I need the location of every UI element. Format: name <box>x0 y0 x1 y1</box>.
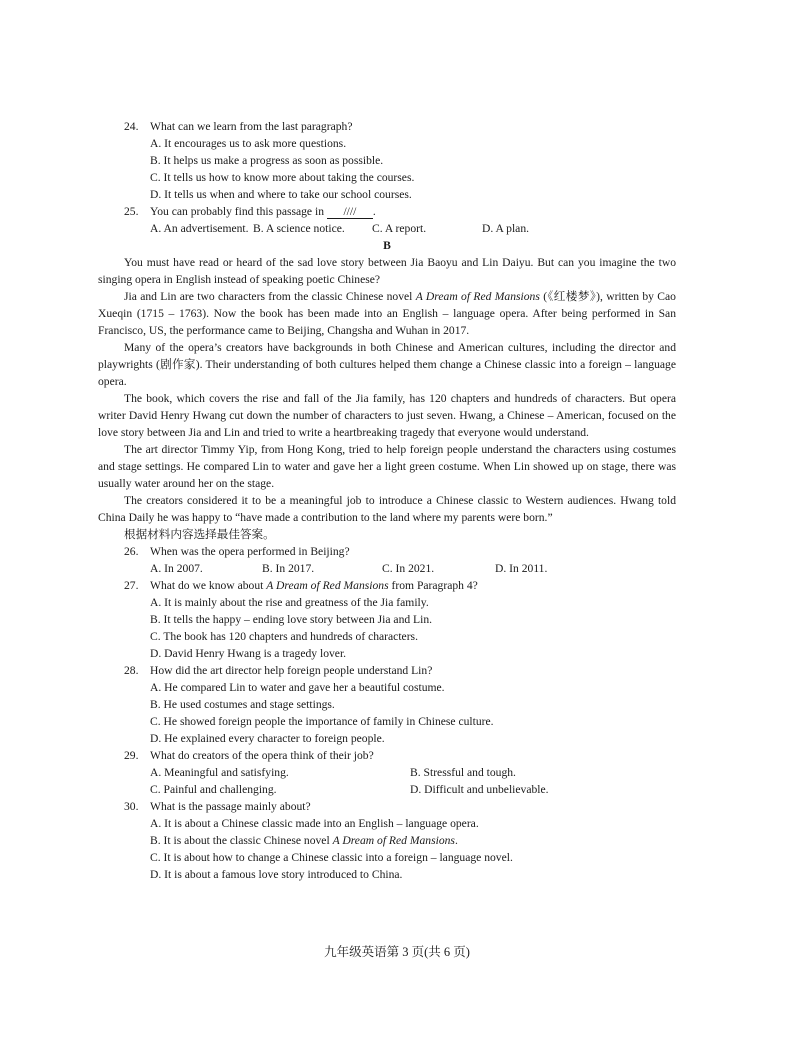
q30-option-a: A. It is about a Chinese classic made into an English – language opera. <box>150 817 479 830</box>
paragraph-text: (《红楼梦》), written by Cao Xueqin (1715 – 1763). Now the book has been made into an English – language opera. After being performed in San Francisco, US, the performance came to Beijing, Changsha and Wuhan in 2017. <box>98 290 676 337</box>
q26-option-c: C. In 2021. <box>382 562 435 575</box>
q25-option-b: B. A science notice. <box>253 222 345 235</box>
q28-option-c: C. He showed foreign people the importance of family in Chinese culture. <box>150 715 494 728</box>
question-25 <box>98 203 676 220</box>
q29-option-d: D. Difficult and unbelievable. <box>410 783 549 796</box>
question-number: 26. <box>124 545 139 558</box>
question-stem: What can we learn from the last paragraph? <box>150 120 353 133</box>
q27-option-a: A. It is mainly about the rise and greatness of the Jia family. <box>150 596 429 609</box>
q24-option-d: D. It tells us when and where to take our school courses. <box>150 188 412 201</box>
q25-option-d: D. A plan. <box>482 222 530 235</box>
q24-option-c: C. It tells us how to know more about taking the courses. <box>150 171 415 184</box>
question-stem: When was the opera performed in Beijing? <box>150 545 350 558</box>
q30-option-b <box>98 832 676 849</box>
question-number: 29. <box>124 749 139 762</box>
book-title: A Dream of Red Mansions <box>415 290 540 303</box>
passage-paragraph-3: Many of the opera’s creators have backgrounds in both Chinese and American cultures, including the director and playwrights (剧作家). Their understanding of both cultures helped them change a Chinese classic into a foreign – language opera. <box>98 341 676 388</box>
question-number: 28. <box>124 664 139 677</box>
q25-option-a: A. An advertisement. <box>150 222 249 235</box>
section-heading: B <box>383 239 391 252</box>
q25-options <box>98 220 676 237</box>
question-24 <box>98 118 676 135</box>
q26-options <box>98 560 676 577</box>
passage-paragraph-4: The book, which covers the rise and fall of the Jia family, has 120 chapters and hundreds of characters. But opera writer David Henry Hwang cut down the number of characters to just seven. Hwang, a Chinese – American, focused on the love story between Jia and Lin and tried to write a heartbreaking tragedy that everyone would understand. <box>98 392 676 439</box>
question-stem: How did the art director help foreign people understand Lin? <box>150 664 433 677</box>
stem-text: You can probably find this passage in <box>150 205 327 218</box>
q29-options-row-1 <box>98 764 676 781</box>
q28-option-a: A. He compared Lin to water and gave her a beautiful costume. <box>150 681 445 694</box>
question-28 <box>98 662 676 679</box>
question-30 <box>98 798 676 815</box>
q30-option-d: D. It is about a famous love story introduced to China. <box>150 868 403 881</box>
paragraph-text: Jia and Lin are two characters from the classic Chinese novel <box>124 290 416 303</box>
q26-option-b: B. In 2017. <box>262 562 315 575</box>
question-number: 24. <box>124 120 139 133</box>
answer-blank: //// <box>327 205 373 219</box>
question-29 <box>98 747 676 764</box>
question-number: 30. <box>124 800 139 813</box>
question-stem <box>150 203 376 220</box>
q30-option-c: C. It is about how to change a Chinese classic into a foreign – language novel. <box>150 851 513 864</box>
q27-option-b: B. It tells the happy – ending love story between Jia and Lin. <box>150 613 433 626</box>
question-number: 25. <box>124 205 139 218</box>
q28-option-b: B. He used costumes and stage settings. <box>150 698 335 711</box>
question-stem <box>150 577 478 594</box>
page-footer: 九年级英语第 3 页(共 6 页) <box>324 945 470 959</box>
instruction-text: 根据材料内容选择最佳答案。 <box>124 528 275 541</box>
book-title: A Dream of Red Mansions <box>332 834 455 847</box>
q26-option-a: A. In 2007. <box>150 562 203 575</box>
q29-option-c: C. Painful and challenging. <box>150 783 277 796</box>
stem-text: from Paragraph 4? <box>388 579 478 592</box>
question-number: 27. <box>124 579 139 592</box>
passage-paragraph-6: The creators considered it to be a meaningful job to introduce a Chinese classic to Western audiences. Hwang told China Daily he was happy to “have made a contribution to the land where my parents were born.” <box>98 494 676 524</box>
q26-option-d: D. In 2011. <box>495 562 548 575</box>
question-26 <box>98 543 676 560</box>
question-27 <box>98 577 676 594</box>
q28-option-d: D. He explained every character to foreign people. <box>150 732 385 745</box>
q29-option-a: A. Meaningful and satisfying. <box>150 766 289 779</box>
passage-paragraph-1: You must have read or heard of the sad love story between Jia Baoyu and Lin Daiyu. But can you imagine the two singing opera in English instead of speaking poetic Chinese? <box>98 256 676 286</box>
page-content <box>98 118 676 883</box>
q24-option-b: B. It helps us make a progress as soon as possible. <box>150 154 384 167</box>
passage-paragraph-5: The art director Timmy Yip, from Hong Kong, tried to help foreign people understand the characters using costumes and stage settings. He compared Lin to water and gave her a light green costume. When Lin showed up on stage, there was usually water around her on the stage. <box>98 443 676 490</box>
q29-option-b: B. Stressful and tough. <box>410 766 516 779</box>
stem-text: . <box>372 205 376 218</box>
stem-text: What do we know about <box>150 579 267 592</box>
option-text: . <box>454 834 458 847</box>
option-text: B. It is about the classic Chinese novel <box>150 834 333 847</box>
q27-option-d: D. David Henry Hwang is a tragedy lover. <box>150 647 347 660</box>
q27-option-c: C. The book has 120 chapters and hundreds of characters. <box>150 630 418 643</box>
book-title: A Dream of Red Mansions <box>266 579 389 592</box>
q25-option-c: C. A report. <box>372 222 427 235</box>
q29-options-row-2 <box>98 781 676 798</box>
question-stem: What is the passage mainly about? <box>150 800 311 813</box>
question-stem: What do creators of the opera think of their job? <box>150 749 374 762</box>
q24-option-a: A. It encourages us to ask more questions. <box>150 137 347 150</box>
passage-paragraph-2 <box>98 288 676 339</box>
